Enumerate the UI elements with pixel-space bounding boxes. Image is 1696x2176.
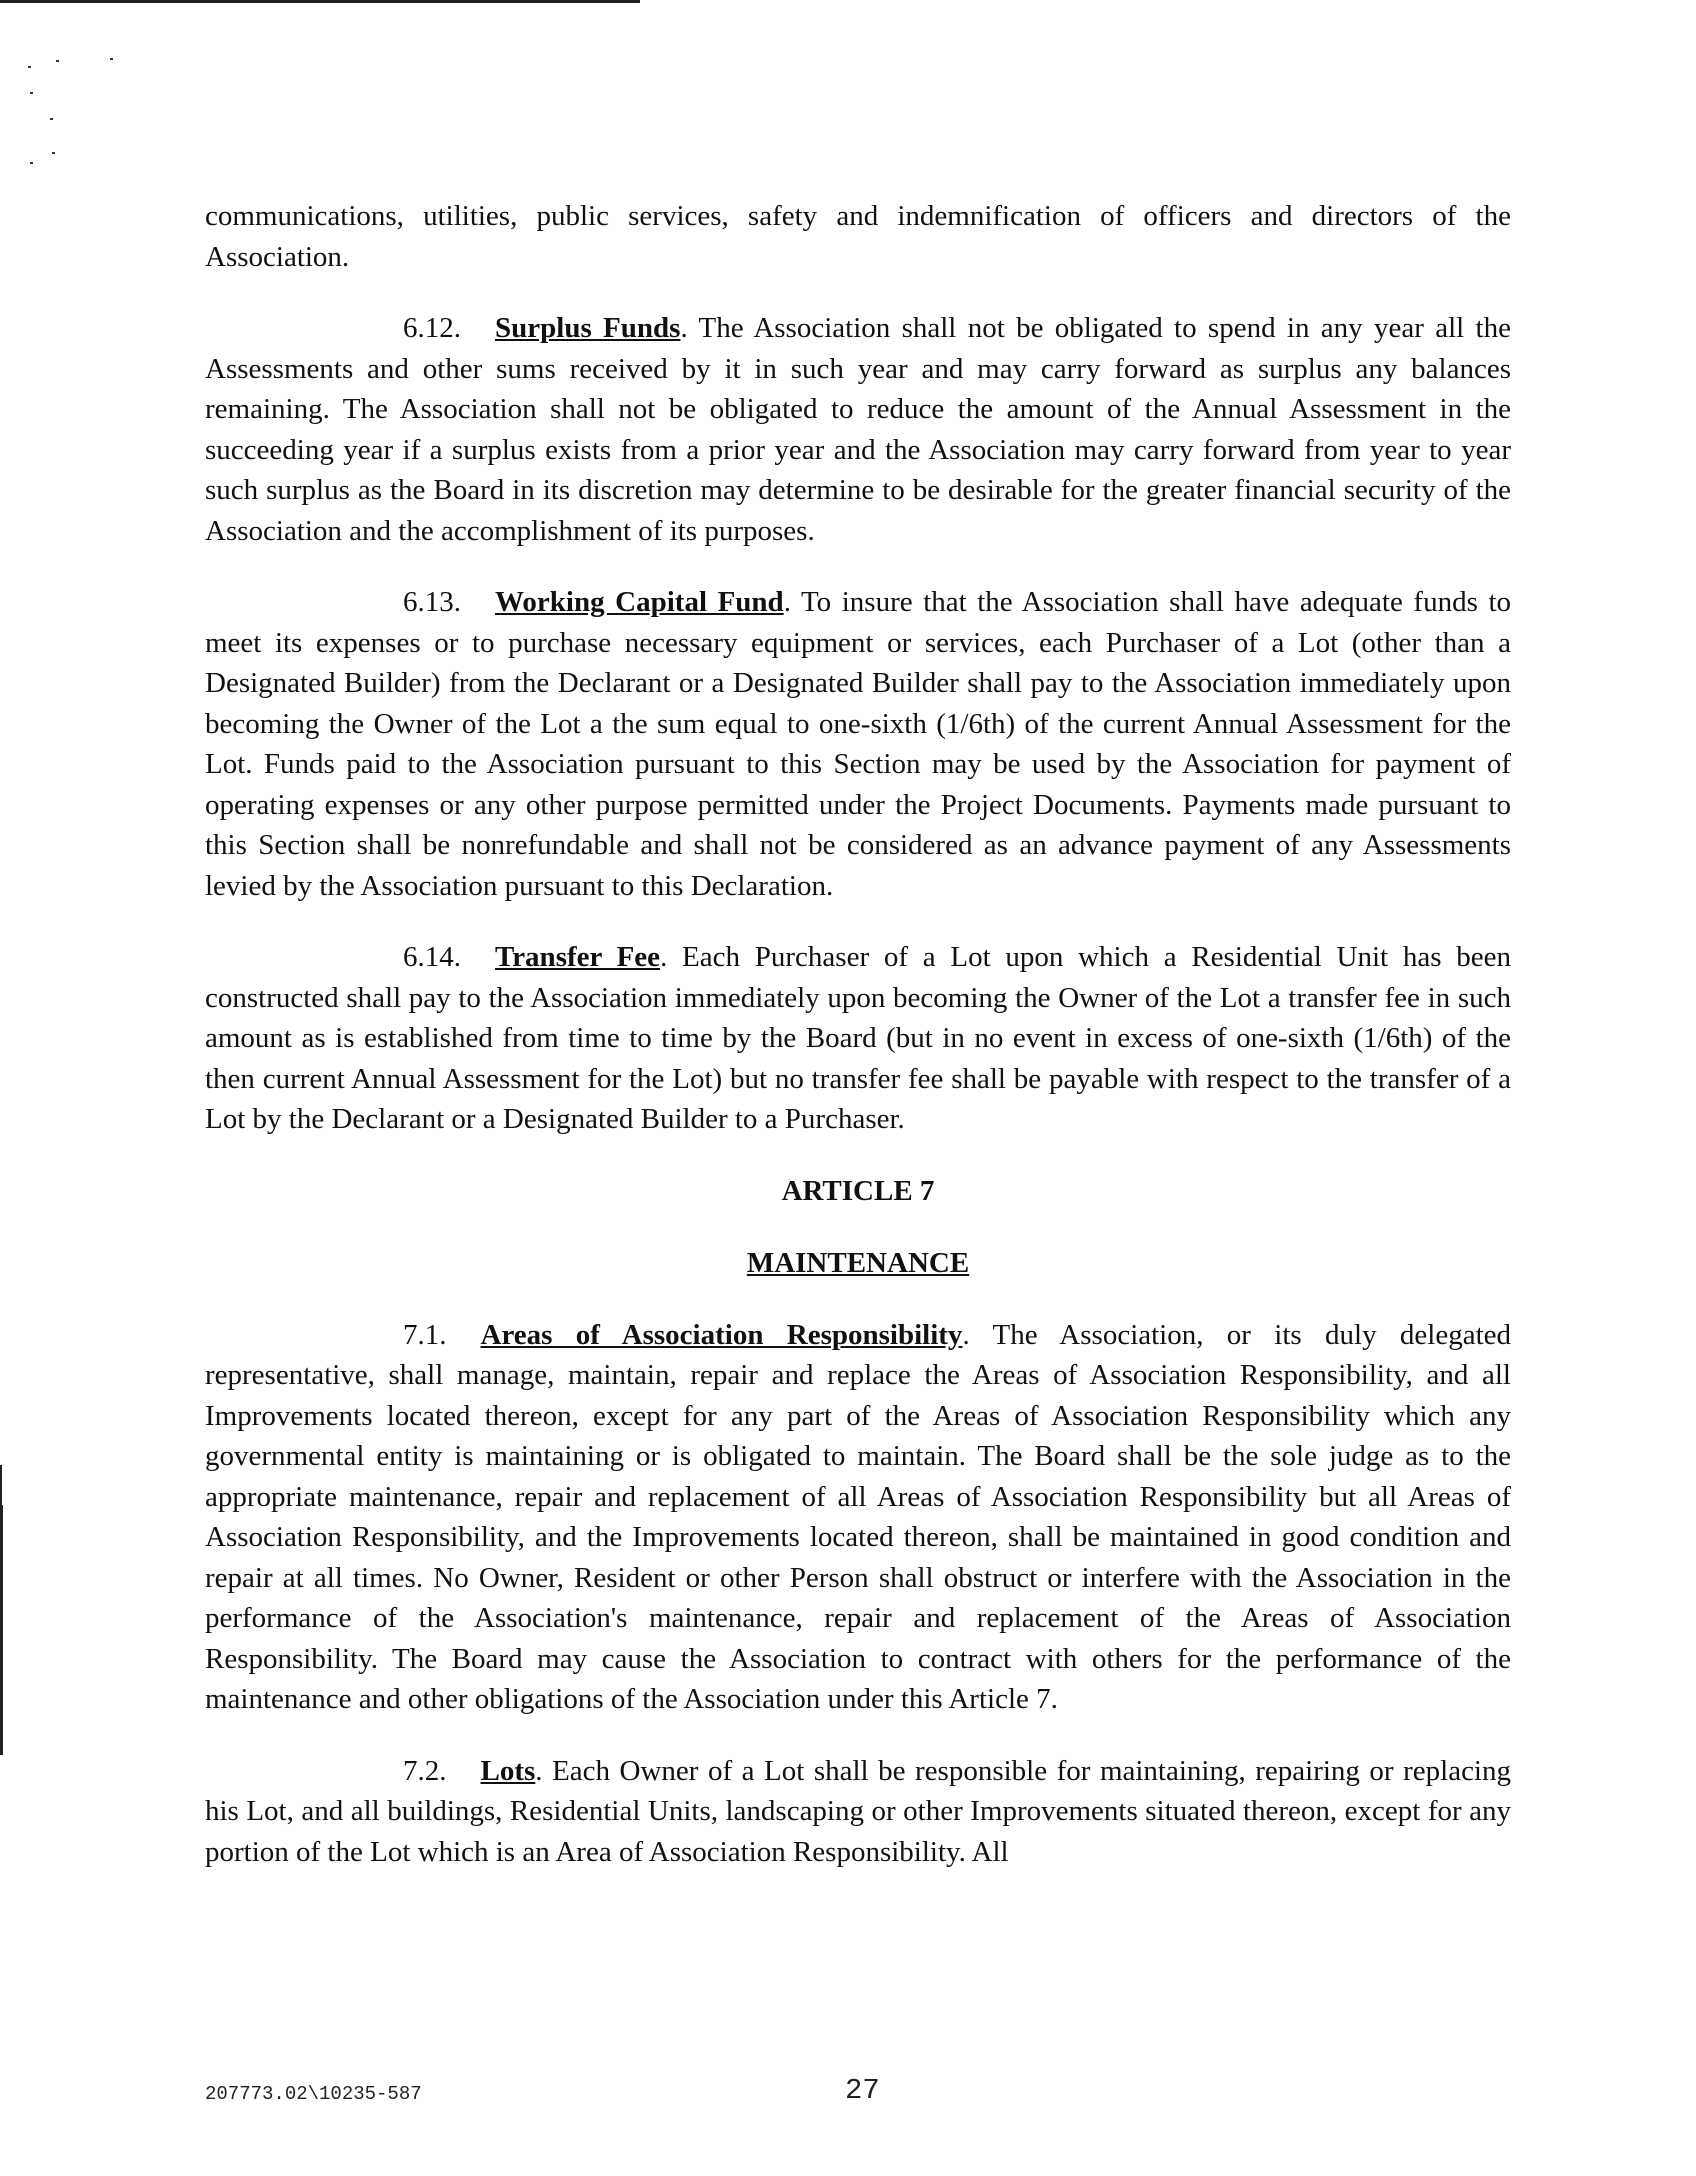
document-id: 207773.02\10235-587 (205, 2083, 422, 2105)
section-title: Areas of Association Responsibility (480, 1318, 963, 1351)
intro-text: communications, utilities, public services, safety and indemnification of officers and directors of the Association. (205, 200, 1511, 273)
scan-edge-mark (0, 1505, 3, 1755)
section-number: 7.2. (403, 1754, 447, 1787)
scan-speck (110, 58, 113, 60)
section-text: . Each Owner of a Lot shall be responsible for maintaining, repairing or replacing his Lot, and all buildings, Residential Units, landscaping or other Improvements situated thereon, except for any portion of the Lot which is an Area of Association Responsibility. All (205, 1754, 1511, 1868)
scan-speck (28, 66, 31, 68)
scan-speck (50, 118, 53, 120)
section-text: . Each Purchaser of a Lot upon which a Residential Unit has been constructed shall pay to the Association immediately upon becoming the Owner of the Lot a transfer fee in such amount as is established from time to time by the Board (but in no event in excess of one-sixth (1/6th) of the then current Annual Assessment for the Lot) but no transfer fee shall be payable with respect to the transfer of a Lot by the Declarant or a Designated Builder to a Purchaser. (205, 941, 1511, 1135)
section-7-1 (205, 1315, 1511, 1720)
section-number: 6.14. (403, 941, 461, 973)
section-number: 7.1. (403, 1318, 447, 1351)
section-text: . The Association, or its duly delegated representative, shall manage, maintain, repair and replace the Areas of Association Responsibility, and all Improvements located thereon, except for any part of the Areas of Association Responsibility which any governmental entity is maintaining or is obligated to maintain. The Board shall be the sole judge as to the appropriate maintenance, repair and replacement of all Areas of Association Responsibility but all Areas of Association Responsibility, and the Improvements located thereon, shall be maintained in good condition and repair at all times. No Owner, Resident or other Person shall obstruct or interfere with the Association in the performance of the Association's maintenance, repair and replacement of the Areas of Association Responsibility. The Board may cause the Association to contract with others for the performance of the maintenance and other obligations of the Association under this Article 7. (205, 1318, 1512, 1715)
scan-speck (56, 60, 59, 62)
section-text: . To insure that the Association shall have adequate funds to meet its expenses or to purchase necessary equipment or services, each Purchaser of a Lot (other than a Designated Builder) from the Declarant or a Designated Builder shall pay to the Association immediately upon becoming the Owner of the Lot a the sum equal to one-sixth (1/6th) of the current Annual Assessment for the Lot. Funds paid to the Association pursuant to this Section may be used by the Association for payment of operating expenses or any other purpose permitted under the Project Documents. Payments made pursuant to this Section shall be nonrefundable and shall not be considered as an advance payment of any Assessments levied by the Association pursuant to this Declaration. (205, 586, 1512, 902)
scan-speck (30, 92, 33, 94)
scan-speck (30, 162, 33, 164)
document-page (205, 196, 1511, 1903)
section-title: Surplus Funds (495, 312, 681, 344)
article-heading: ARTICLE 7 (781, 1174, 935, 1207)
section-number: 6.12. (403, 312, 461, 344)
section-6-12 (205, 308, 1511, 551)
section-title: Lots (480, 1754, 536, 1787)
intro-paragraph (205, 196, 1511, 277)
section-6-13 (205, 582, 1511, 906)
page-number: 27 (845, 2074, 880, 2107)
section-6-14 (205, 937, 1511, 1140)
article-title: MAINTENANCE (746, 1246, 970, 1279)
section-number: 6.13. (403, 586, 461, 618)
section-7-2 (205, 1751, 1511, 1873)
top-scan-rule (0, 0, 640, 3)
scan-speck (52, 152, 55, 154)
section-title: Working Capital Fund (495, 586, 784, 618)
section-text: . The Association shall not be obligated to spend in any year all the Assessments and other sums received by it in such year and may carry forward as surplus any balances remaining. The Association shall not be obligated to reduce the amount of the Annual Assessment in the succeeding year if a surplus exists from a prior year and the Association may carry forward from year to year such surplus as the Board in its discretion may determine to be desirable for the greater financial security of the Association and the accomplishment of its purposes. (205, 312, 1511, 547)
scan-edge-mark (0, 1465, 2, 1505)
section-title: Transfer Fee (495, 941, 661, 973)
